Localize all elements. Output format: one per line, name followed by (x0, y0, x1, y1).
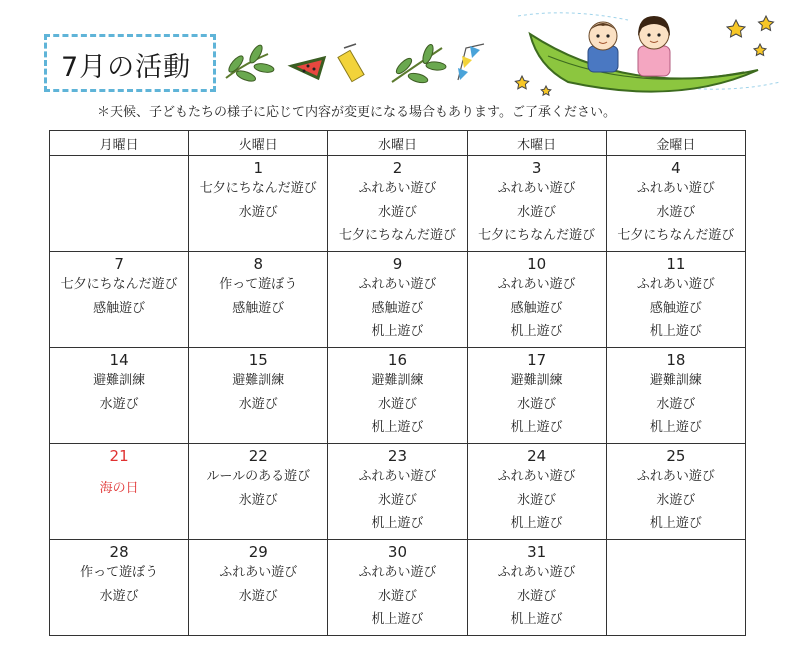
weekday-header: 火曜日 (189, 131, 328, 156)
day-number: 8 (253, 255, 264, 273)
bamboo-leaf-icon (226, 43, 275, 83)
activity-item: ふれあい遊び (636, 469, 715, 484)
day-number: 15 (248, 351, 268, 369)
day-number: 22 (248, 447, 268, 465)
activity-item: 感触遊び (510, 300, 563, 316)
activity-item: 七夕にちなんだ遊び (338, 228, 456, 243)
activity-calendar (49, 130, 746, 636)
activity-item: 感触遊び (232, 300, 285, 316)
day-cell (467, 444, 606, 540)
activity-item: 氷遊び (656, 492, 696, 508)
weekday-header: 月曜日 (50, 131, 189, 156)
day-cell (328, 156, 467, 252)
watermelon-icon (292, 58, 324, 78)
activity-item: 机上遊び (371, 324, 424, 339)
activity-item: 水遊び (656, 204, 696, 220)
activity-item: 作って遊ぼう (219, 277, 298, 292)
day-number: 18 (666, 351, 686, 369)
activity-item: 水遊び (99, 588, 139, 604)
day-number: 10 (527, 255, 547, 273)
activity-item: ふれあい遊び (497, 469, 576, 484)
activity-item: 七夕にちなんだ遊び (60, 277, 178, 292)
day-cell (189, 156, 328, 252)
day-number: 4 (671, 159, 681, 177)
activity-item: 机上遊び (649, 324, 702, 339)
activity-item: ふれあい遊び (497, 181, 576, 196)
activity-item: 避難訓練 (510, 373, 563, 388)
day-number: 9 (392, 255, 403, 273)
decoration-strip (222, 38, 512, 88)
activity-item: 机上遊び (510, 612, 563, 627)
activity-item: 机上遊び (649, 516, 702, 531)
empty-day-cell (50, 156, 189, 252)
activity-item: ふれあい遊び (636, 277, 715, 292)
activity-item: ふれあい遊び (358, 565, 437, 580)
activity-item: ふれあい遊び (219, 565, 298, 580)
day-cell (189, 540, 328, 636)
day-cell (328, 348, 467, 444)
day-number: 28 (109, 543, 129, 561)
day-number: 24 (527, 447, 547, 465)
day-cell (467, 348, 606, 444)
empty-day-cell (606, 540, 745, 636)
activity-item: 氷遊び (238, 492, 278, 508)
day-number: 3 (531, 159, 542, 177)
day-cell (50, 540, 189, 636)
calendar-body (50, 156, 746, 636)
activity-item: 水遊び (377, 588, 417, 604)
tanzaku-icon (338, 44, 364, 82)
week-row (50, 540, 746, 636)
day-number: 17 (527, 351, 547, 369)
activity-item: 氷遊び (517, 492, 557, 508)
week-row (50, 444, 746, 540)
activity-item: 感触遊び (371, 300, 424, 316)
day-cell (328, 252, 467, 348)
activity-item: ふれあい遊び (497, 277, 576, 292)
activity-item: 水遊び (99, 396, 139, 412)
activity-item: 机上遊び (371, 612, 424, 627)
day-cell (328, 444, 467, 540)
day-number: 30 (387, 543, 408, 561)
page-title: 7月の活動 (61, 52, 192, 83)
week-row (50, 348, 746, 444)
activity-item: ふれあい遊び (358, 277, 437, 292)
activity-item: 水遊び (238, 396, 278, 412)
activity-item: 水遊び (517, 396, 557, 412)
activity-item: 水遊び (656, 396, 696, 412)
day-cell (606, 156, 745, 252)
activity-item: 避難訓練 (371, 373, 424, 388)
day-number: 23 (387, 447, 408, 465)
activity-item: 水遊び (377, 204, 417, 220)
day-number: 25 (666, 447, 686, 465)
day-cell (50, 348, 189, 444)
activity-item: 水遊び (517, 204, 557, 220)
activity-item: ふれあい遊び (497, 565, 576, 580)
weekday-header: 金曜日 (606, 131, 745, 156)
bamboo-leaf-icon (392, 43, 446, 84)
weekday-header-row (50, 131, 746, 156)
day-cell (50, 252, 189, 348)
activity-item: ふれあい遊び (358, 469, 437, 484)
day-cell (606, 348, 745, 444)
activity-item: 七夕にちなんだ遊び (617, 228, 735, 243)
day-cell (328, 540, 467, 636)
day-number: 16 (387, 351, 408, 369)
day-number: 29 (248, 543, 268, 561)
paper-streamer-icon (458, 44, 484, 80)
day-number: 14 (109, 351, 129, 369)
day-number: 11 (666, 255, 686, 273)
notice-text: ＊天候、子どもたちの様子に応じて内容が変更になる場合もあります。ご了承ください。 (97, 105, 616, 120)
day-cell (467, 156, 606, 252)
day-cell (189, 444, 328, 540)
activity-item: 避難訓練 (232, 373, 285, 388)
day-cell (467, 540, 606, 636)
activity-item: 机上遊び (649, 420, 702, 435)
activity-item: 水遊び (238, 588, 278, 604)
activity-item: 水遊び (238, 204, 278, 220)
day-cell (467, 252, 606, 348)
activity-item: 机上遊び (510, 516, 563, 531)
activity-item: 水遊び (377, 396, 417, 412)
hikoboshi-figure (588, 22, 618, 72)
day-number: 31 (527, 543, 547, 561)
day-number: 21 (109, 447, 129, 465)
week-row (50, 156, 746, 252)
weekday-header: 木曜日 (467, 131, 606, 156)
day-cell (189, 348, 328, 444)
activity-item: 七夕にちなんだ遊び (199, 181, 317, 196)
activity-item: 避難訓練 (649, 373, 702, 388)
activity-item: 感触遊び (93, 300, 146, 316)
day-cell (606, 252, 745, 348)
activity-item: 避難訓練 (93, 373, 146, 388)
day-cell (606, 444, 745, 540)
activity-item: ふれあい遊び (358, 181, 437, 196)
activity-item: 机上遊び (510, 420, 563, 435)
orihime-figure (638, 16, 670, 76)
weekday-header: 水曜日 (328, 131, 467, 156)
activity-item: 水遊び (517, 588, 557, 604)
day-number: 7 (114, 255, 124, 273)
activity-item: 作って遊ぼう (80, 565, 159, 580)
activity-item: 感触遊び (649, 300, 702, 316)
day-cell (189, 252, 328, 348)
activity-item: 七夕にちなんだ遊び (478, 228, 596, 243)
activity-item: 机上遊び (510, 324, 563, 339)
activity-item: 机上遊び (371, 420, 424, 435)
day-cell (50, 444, 189, 540)
day-number: 1 (253, 159, 264, 177)
activity-item: ふれあい遊び (636, 181, 715, 196)
day-number: 2 (392, 159, 403, 177)
orihime-hikoboshi-boat-illustration (508, 6, 786, 102)
activity-item: 氷遊び (377, 492, 417, 508)
week-row (50, 252, 746, 348)
holiday-label: 海の日 (99, 481, 139, 496)
activity-item: ルールのある遊び (206, 469, 311, 484)
activity-item: 机上遊び (371, 516, 424, 531)
title-box (44, 34, 216, 92)
